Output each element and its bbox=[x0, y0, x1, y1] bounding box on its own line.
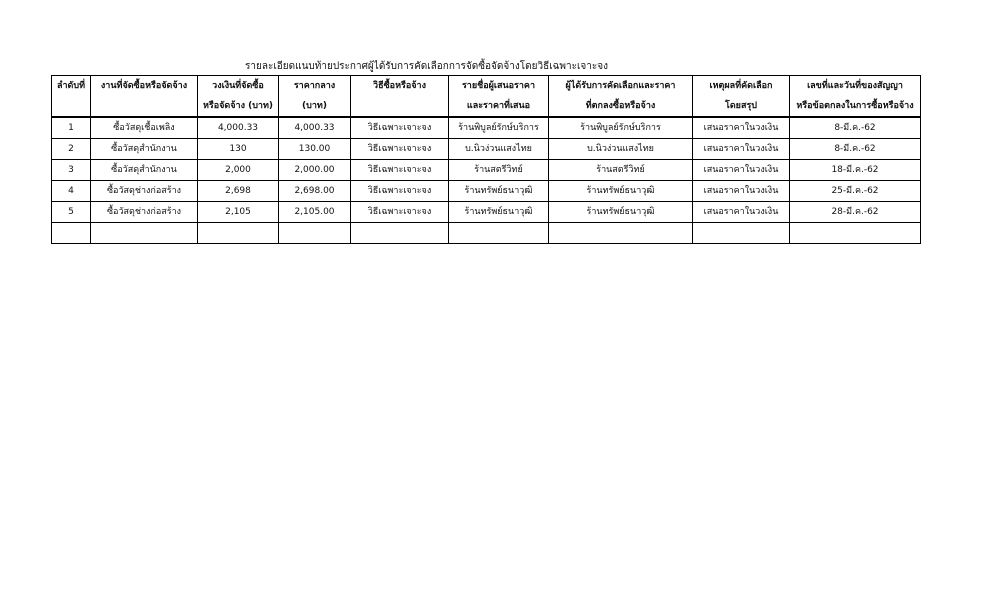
cell-median: 130.00 bbox=[279, 139, 351, 160]
header-winner-2: ที่ตกลงซื้อหรือจ้าง bbox=[549, 96, 693, 117]
cell-budget: 2,000 bbox=[198, 160, 279, 181]
header-median: ราคากลาง bbox=[279, 76, 351, 97]
header-winner: ผู้ได้รับการคัดเลือกและราคา bbox=[549, 76, 693, 97]
header-method-2 bbox=[351, 96, 449, 117]
cell-method: วิธีเฉพาะเจาะจง bbox=[351, 117, 449, 139]
table-row bbox=[52, 181, 921, 202]
cell-method: วิธีเฉพาะเจาะจง bbox=[351, 202, 449, 223]
empty-cell bbox=[91, 223, 198, 244]
cell-reason: เสนอราคาในวงเงิน bbox=[693, 160, 790, 181]
header-reason-2: โดยสรุป bbox=[693, 96, 790, 117]
empty-cell bbox=[52, 223, 91, 244]
cell-reason: เสนอราคาในวงเงิน bbox=[693, 117, 790, 139]
cell-date: 28-มี.ค.-62 bbox=[790, 202, 921, 223]
cell-reason: เสนอราคาในวงเงิน bbox=[693, 202, 790, 223]
empty-row bbox=[52, 223, 921, 244]
cell-date: 25-มี.ค.-62 bbox=[790, 181, 921, 202]
empty-cell bbox=[549, 223, 693, 244]
header-method: วิธีซื้อหรือจ้าง bbox=[351, 76, 449, 97]
header-contract: เลขที่และวันที่ของสัญญา bbox=[790, 76, 921, 97]
cell-winner: ร้านทรัพย์ธนาวุฒิ bbox=[549, 202, 693, 223]
cell-item: ซื้อวัสดุสำนักงาน bbox=[91, 139, 198, 160]
empty-cell bbox=[198, 223, 279, 244]
cell-median: 2,105.00 bbox=[279, 202, 351, 223]
header-median-2: (บาท) bbox=[279, 96, 351, 117]
cell-reason: เสนอราคาในวงเงิน bbox=[693, 139, 790, 160]
header-reason: เหตุผลที่คัดเลือก bbox=[693, 76, 790, 97]
cell-budget: 4,000.33 bbox=[198, 117, 279, 139]
cell-bidder: ร้านทรัพย์ธนาวุฒิ bbox=[449, 181, 549, 202]
cell-reason: เสนอราคาในวงเงิน bbox=[693, 181, 790, 202]
cell-median: 2,698.00 bbox=[279, 181, 351, 202]
empty-cell bbox=[449, 223, 549, 244]
header-no: ลำดับที่ bbox=[52, 76, 91, 97]
cell-no: 2 bbox=[52, 139, 91, 160]
cell-item: ซื้อวัสดุช่างก่อสร้าง bbox=[91, 202, 198, 223]
cell-no: 4 bbox=[52, 181, 91, 202]
header-item-2 bbox=[91, 96, 198, 117]
cell-method: วิธีเฉพาะเจาะจง bbox=[351, 160, 449, 181]
cell-date: 18-มี.ค.-62 bbox=[790, 160, 921, 181]
empty-cell bbox=[351, 223, 449, 244]
cell-method: วิธีเฉพาะเจาะจง bbox=[351, 181, 449, 202]
cell-bidder: บ.นิวง่วนแสงไทย bbox=[449, 139, 549, 160]
cell-date: 8-มี.ค.-62 bbox=[790, 139, 921, 160]
table-row bbox=[52, 117, 921, 139]
header-item: งานที่จัดซื้อหรือจัดจ้าง bbox=[91, 76, 198, 97]
cell-median: 2,000.00 bbox=[279, 160, 351, 181]
cell-bidder: ร้านพิบูลย์รักษ์บริการ bbox=[449, 117, 549, 139]
cell-item: ซื้อวัสดุสำนักงาน bbox=[91, 160, 198, 181]
header-row-2 bbox=[52, 96, 921, 117]
cell-bidder: ร้านทรัพย์ธนาวุฒิ bbox=[449, 202, 549, 223]
empty-cell bbox=[790, 223, 921, 244]
procurement-table bbox=[51, 75, 921, 244]
cell-winner: บ.นิวง่วนแสงไทย bbox=[549, 139, 693, 160]
header-contract-2: หรือข้อตกลงในการซื้อหรือจ้าง bbox=[790, 96, 921, 117]
cell-budget: 2,105 bbox=[198, 202, 279, 223]
cell-no: 5 bbox=[52, 202, 91, 223]
cell-winner: ร้านพิบูลย์รักษ์บริการ bbox=[549, 117, 693, 139]
cell-no: 3 bbox=[52, 160, 91, 181]
cell-winner: ร้านทรัพย์ธนาวุฒิ bbox=[549, 181, 693, 202]
cell-bidder: ร้านสตรีวิทย์ bbox=[449, 160, 549, 181]
cell-budget: 130 bbox=[198, 139, 279, 160]
header-budget: วงเงินที่จัดซื้อ bbox=[198, 76, 279, 97]
header-bidder-2: และราคาที่เสนอ bbox=[449, 96, 549, 117]
header-bidder: รายชื่อผู้เสนอราคา bbox=[449, 76, 549, 97]
header-budget-2: หรือจัดจ้าง (บาท) bbox=[198, 96, 279, 117]
table-row bbox=[52, 202, 921, 223]
empty-cell bbox=[279, 223, 351, 244]
table-row bbox=[52, 160, 921, 181]
table-row bbox=[52, 139, 921, 160]
document-title: รายละเอียดแนบท้ายประกาศผู้ได้รับการคัดเลือกการจัดซื้อจัดจ้างโดยวิธีเฉพาะเจาะจง bbox=[245, 61, 609, 72]
cell-no: 1 bbox=[52, 117, 91, 139]
cell-item: ซื้อวัสดุช่างก่อสร้าง bbox=[91, 181, 198, 202]
empty-cell bbox=[693, 223, 790, 244]
cell-date: 8-มี.ค.-62 bbox=[790, 117, 921, 139]
header-row-1 bbox=[52, 76, 921, 97]
header-no-2 bbox=[52, 96, 91, 117]
cell-item: ซื้อวัสดุเชื้อเพลิง bbox=[91, 117, 198, 139]
cell-budget: 2,698 bbox=[198, 181, 279, 202]
cell-median: 4,000.33 bbox=[279, 117, 351, 139]
cell-winner: ร้านสตรีวิทย์ bbox=[549, 160, 693, 181]
cell-method: วิธีเฉพาะเจาะจง bbox=[351, 139, 449, 160]
